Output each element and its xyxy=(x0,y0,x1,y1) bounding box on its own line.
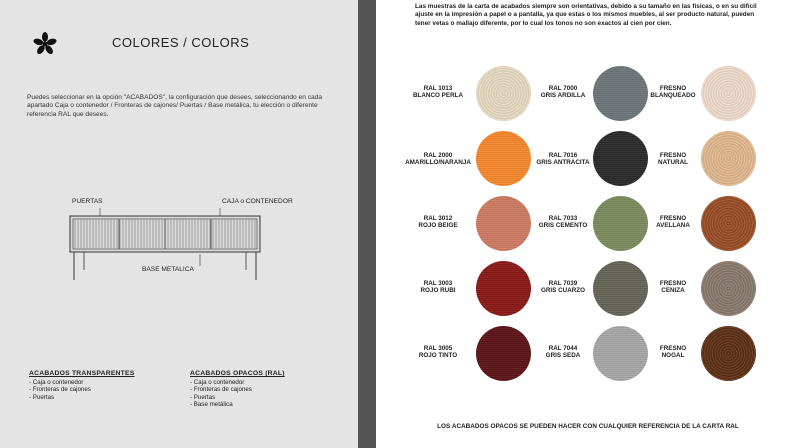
page-spine xyxy=(358,0,376,448)
label-doors: PUERTAS xyxy=(72,198,103,205)
opaque-finishes-title: ACABADOS OPACOS (RAL) xyxy=(190,370,285,377)
label-base: BASE METALICA xyxy=(142,266,194,273)
list-item: - Base metálica xyxy=(190,401,233,409)
swatch-label: FRESNO AVELLANA xyxy=(656,215,690,230)
swatch-label: RAL 7044 GRIS SEDA xyxy=(545,345,581,360)
list-item: - Caja o contenedor xyxy=(190,378,245,386)
swatch-label: RAL 7016 GRIS ANTRACITA xyxy=(536,152,590,167)
list-item: - Puertas xyxy=(29,393,55,401)
swatch-label: RAL 2000 AMARILLO/NARANJA xyxy=(405,152,471,167)
list-item: - Caja o contenedor xyxy=(29,378,84,386)
swatch-label: RAL 7039 GRIS CUARZO xyxy=(540,280,586,295)
swatch-label: RAL 3005 ROJO TINTO xyxy=(418,345,458,360)
swatch-label: RAL 7000 GRIS ARDILLA xyxy=(540,85,586,100)
transparent-finishes-title: ACABADOS TRANSPARENTES xyxy=(29,370,135,377)
transparent-finishes xyxy=(29,370,134,401)
sideboard-drawing xyxy=(60,190,320,290)
swatch-label: FRESNO CENIZA xyxy=(659,280,687,295)
list-item: - Fronteras de cajones xyxy=(29,386,91,394)
flower-logo-icon xyxy=(33,32,57,56)
footer-note: LOS ACABADOS OPACOS SE PUEDEN HACER CON CUALQUIER REFERENCIA DE LA CARTA RAL xyxy=(437,423,739,430)
list-item: - Fronteras de cajones xyxy=(190,386,252,394)
swatch-label: RAL 7033 GRIS CEMENTO xyxy=(538,215,588,230)
swatch-label: FRESNO NOGAL xyxy=(659,345,687,360)
swatch-label: RAL 3003 ROJO RUBI xyxy=(420,280,456,295)
intro-text: Puedes seleccionar en la opción "ACABADOS", la configuración que desees, seleccionando en cada apartado Caja o contenedor / Fronteras de cajones/ Puertas / Base metálica, tu elección o diferente referencia RAL que desees. xyxy=(27,94,322,118)
label-container: CAJA o CONTENEDOR xyxy=(222,198,293,205)
swatch-label: FRESNO BLANQUEADO xyxy=(650,85,696,100)
swatch-label: RAL 3012 ROJO BEIGE xyxy=(418,215,458,230)
opaque-finishes xyxy=(190,370,285,409)
disclaimer-note: Las muestras de la carta de acabados siempre son orientativas, debido a su tamaño en las físicas, o en su difícil ajuste en la impresión a papel o a pantalla, ya que estas o los mismos muebles, al ser producto natural, pueden tener vetas o mallajo diferente, por lo cual los tonos no son exactos al cien por cien. xyxy=(415,3,757,27)
swatch-label: RAL 1013 BLANCO PERLA xyxy=(412,85,464,100)
swatch-label: FRESNO NATURAL xyxy=(658,152,688,167)
left-page xyxy=(0,0,358,448)
list-item: - Puertas xyxy=(190,393,216,401)
page-title: COLORES / COLORS xyxy=(112,35,250,50)
sideboard-diagram xyxy=(60,190,320,290)
